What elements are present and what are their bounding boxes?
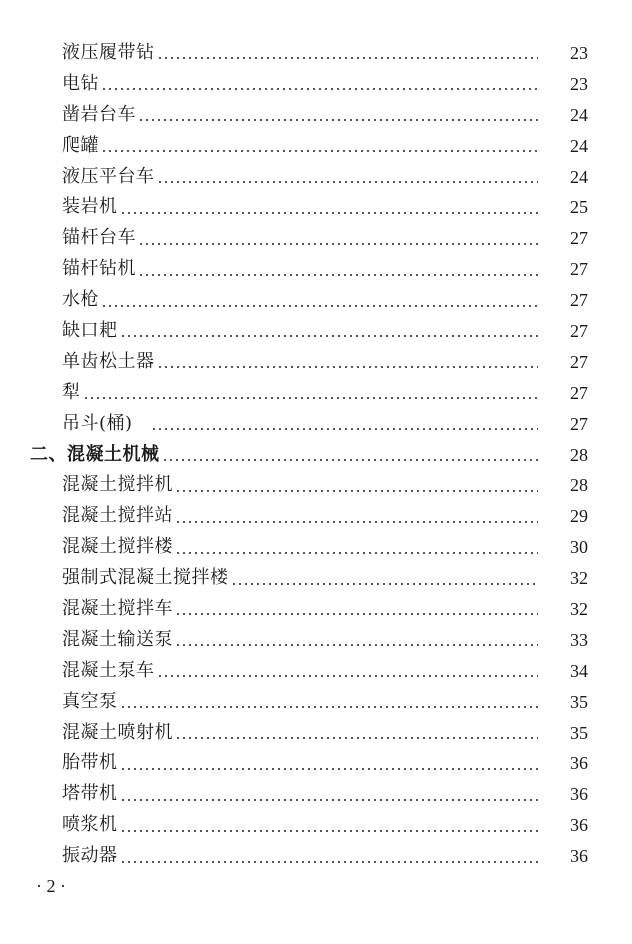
toc-entry-title: 胎带机 [62, 752, 118, 774]
toc-entry-title: 混凝土泵车 [62, 659, 155, 681]
table-of-contents [0, 38, 632, 872]
toc-entry-page: 23 [570, 43, 588, 63]
dot-leader [101, 150, 538, 152]
toc-entry [0, 254, 632, 285]
dot-leader [157, 366, 539, 368]
toc-entry [0, 687, 632, 718]
dot-leader [120, 212, 539, 214]
toc-entry [0, 347, 632, 378]
toc-entry-page: 28 [570, 444, 588, 465]
toc-entry [0, 100, 632, 131]
toc-entry [0, 563, 632, 594]
dot-leader [120, 830, 539, 832]
toc-entry-title: 吊斗(桶) [62, 412, 133, 434]
toc-entry-title: 液压履带钻 [62, 42, 155, 63]
dot-leader [175, 490, 538, 492]
toc-entry [0, 192, 632, 223]
toc-entry-page: 24 [570, 135, 588, 156]
toc-entry-page: 33 [570, 629, 588, 650]
toc-entry-page: 24 [570, 104, 588, 125]
toc-entry-title: 强制式混凝土搅拌楼 [62, 567, 229, 589]
dot-leader [175, 613, 538, 615]
toc-entry-page: 24 [570, 166, 588, 187]
toc-entry-title: 锚杆台车 [62, 227, 136, 249]
toc-entry [0, 285, 632, 316]
toc-section-heading [0, 440, 632, 471]
toc-entry-title: 电钻 [62, 72, 99, 94]
dot-leader [157, 675, 539, 677]
toc-entry-page: 34 [570, 660, 588, 681]
dot-leader [120, 706, 539, 708]
toc-entry-page: 36 [570, 784, 588, 805]
toc-entry-title: 爬罐 [62, 134, 99, 156]
toc-entry-title: 混凝土喷射机 [62, 721, 173, 743]
toc-entry-page: 32 [570, 568, 588, 589]
dot-leader [138, 243, 538, 245]
toc-entry-page: 27 [570, 259, 588, 280]
dot-leader [162, 459, 539, 461]
toc-entry [0, 162, 632, 193]
dot-leader [175, 552, 538, 554]
dot-leader [175, 521, 538, 523]
toc-entry-title: 混凝土搅拌站 [62, 505, 173, 527]
toc-entry-title: 水枪 [62, 289, 99, 311]
toc-entry [0, 841, 632, 872]
dot-leader [157, 181, 539, 183]
toc-entry-title: 塔带机 [62, 783, 118, 805]
toc-entry-title: 混凝土搅拌机 [62, 474, 173, 496]
toc-entry-title: 单齿松土器 [62, 350, 155, 372]
dot-leader [120, 335, 539, 337]
toc-entry-title: 真空泵 [62, 690, 118, 712]
toc-entry-title: 二、混凝土机械 [30, 443, 160, 465]
toc-entry [0, 810, 632, 841]
toc-entry [0, 718, 632, 749]
toc-entry-page: 35 [570, 691, 588, 712]
page-number: · 2 · [36, 876, 66, 896]
dot-leader [120, 799, 539, 801]
toc-entry [0, 223, 632, 254]
toc-entry-title: 振动器 [62, 845, 118, 867]
toc-entry [0, 779, 632, 810]
toc-entry-page: 32 [570, 599, 588, 620]
toc-entry-title: 液压平台车 [62, 165, 155, 187]
toc-entry [0, 594, 632, 625]
toc-entry-page: 27 [570, 382, 588, 403]
toc-entry-title: 喷浆机 [62, 814, 118, 836]
toc-entry-page: 36 [570, 753, 588, 774]
toc-entry [0, 409, 632, 440]
toc-entry-title: 犁 [62, 381, 81, 403]
toc-entry-page: 27 [570, 321, 588, 342]
toc-entry-title: 缺口耙 [62, 320, 118, 342]
toc-entry [0, 501, 632, 532]
toc-entry-page: 28 [570, 475, 588, 496]
toc-entry [0, 532, 632, 563]
toc-entry-title: 锚杆钻机 [62, 258, 136, 280]
dot-leader [157, 57, 539, 59]
toc-entry-page: 29 [570, 506, 588, 527]
dot-leader [175, 644, 538, 646]
toc-entry [0, 656, 632, 687]
toc-entry-page: 25 [570, 197, 588, 218]
toc-entry-page: 36 [570, 815, 588, 836]
toc-entry-page: 27 [570, 290, 588, 311]
toc-entry [0, 378, 632, 409]
toc-entry-page: 27 [570, 413, 588, 434]
dot-leader [83, 397, 539, 399]
toc-entry [0, 625, 632, 656]
toc-entry [0, 470, 632, 501]
toc-entry-page: 23 [570, 73, 588, 94]
dot-leader [151, 428, 538, 430]
dot-leader [120, 861, 539, 863]
dot-leader [101, 88, 538, 90]
dot-leader [231, 583, 539, 585]
toc-entry-page: 27 [570, 351, 588, 372]
dot-leader [101, 305, 538, 307]
toc-entry-page: 35 [570, 722, 588, 743]
dot-leader [175, 737, 538, 739]
toc-entry-title: 装岩机 [62, 196, 118, 218]
dot-leader [120, 768, 539, 770]
toc-entry [0, 131, 632, 162]
toc-entry-title: 混凝土搅拌车 [62, 598, 173, 620]
toc-entry [0, 316, 632, 347]
toc-entry-page: 27 [570, 228, 588, 249]
toc-entry-page: 30 [570, 537, 588, 558]
toc-entry [0, 69, 632, 100]
toc-entry-title: 混凝土搅拌楼 [62, 536, 173, 558]
toc-entry [0, 38, 632, 69]
toc-entry-title: 混凝土输送泵 [62, 628, 173, 650]
dot-leader [138, 274, 538, 276]
toc-entry-title: 凿岩台车 [62, 103, 136, 125]
toc-entry-page: 36 [570, 846, 588, 867]
toc-entry [0, 748, 632, 779]
dot-leader [138, 119, 538, 121]
